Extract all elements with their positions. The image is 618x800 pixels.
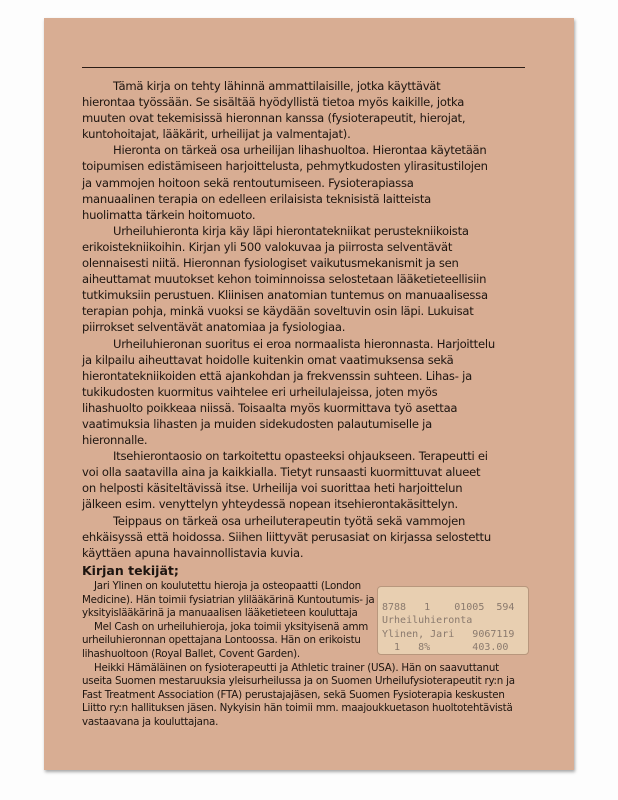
author-line: useita Suomen mestaruuksia yleisurheilussa ja on Suomen Urheilufysioterapeutit ry:n ja bbox=[82, 675, 515, 688]
description-line: on helposti käsiteltävissä itse. Urheilija voi suorittaa heti harjoittelun bbox=[82, 481, 463, 496]
description-line: voi olla saatavilla aina ja kaikkialla. Tietyt runsaasti kuormittuvat alueet bbox=[82, 465, 481, 480]
sticker-title-row: Urheiluhieronta bbox=[382, 615, 473, 627]
description-line: olennaisesti niitä. Hieronnan fysiologiset vaikutusmekanismit ja sen bbox=[82, 256, 459, 271]
author-line: Fast Treatment Association (FTA) perustajajäsen, sekä Suomen Fysioterapia keskusten bbox=[82, 688, 505, 701]
description-line: Urheiluhieronta kirja käy läpi hierontatekniikat perustekniikoista bbox=[113, 223, 469, 238]
description-line: hierontatekniikoiden että ajankohdan ja frekvenssin suhteen. Lihas- ja bbox=[82, 368, 472, 383]
author-line: vastaavana ja kouluttajana. bbox=[82, 715, 219, 728]
author-line: lihashuoltoon (Royal Ballet, Covent Garden). bbox=[82, 647, 300, 660]
description-line: tukikudosten kuormitus vaihtelee eri urheilulajeissa, joten myös bbox=[82, 384, 438, 399]
author-line: Jari Ylinen on koulutettu hieroja ja osteopaatti (London bbox=[94, 580, 361, 592]
author-line: Medicine). Hän toimii fysiatrian ylilääkärinä Kuntoutumis- ja bbox=[82, 593, 375, 606]
description-text bbox=[82, 78, 542, 561]
sticker-author-row: Ylinen, Jari 9067119 bbox=[382, 628, 515, 640]
description-line: ja vammojen hoitoon sekä rentoutumiseen. Fysioterapiassa bbox=[82, 175, 414, 190]
description-line: kuntohoitajat, lääkärit, urheilijat ja valmentajat). bbox=[82, 127, 351, 142]
author-line: urheiluhieronnan opettajana Lontoossa. Hän on erikoistu bbox=[82, 634, 361, 647]
description-line: aiheuttamat muutokset kehon toiminnoissa selostetaan lääketieteellisiin bbox=[82, 272, 487, 287]
description-line: käyttäen apuna havainnollistavia kuvia. bbox=[82, 545, 304, 560]
book-back-cover bbox=[44, 18, 574, 770]
description-line: jälkeen esim. venyttelyn yhteydessä nopean itsehierontakäsittelyn. bbox=[82, 497, 458, 512]
description-line: terapian pohja, minkä vuoksi se käydään soveltuvin osin läpi. Lukuisat bbox=[82, 304, 474, 319]
sticker-price-row: 1 8% 403.00 bbox=[382, 641, 509, 653]
description-line: muuten ovat tekemisissä hieronnan kanssa (fysioterapeutit, hierojat, bbox=[82, 111, 466, 126]
description-line: piirrokset selventävät anatomiaa ja fysiologiaa. bbox=[82, 320, 346, 335]
description-line: Itsehierontaosio on tarkoitettu opasteeksi ohjaukseen. Terapeutti ei bbox=[113, 449, 488, 464]
description-line: huolimatta tärkein hoitomuoto. bbox=[82, 207, 256, 222]
author-line: Liitto ry:n hallituksen jäsen. Nykyisin hän toimii mm. maajoukkuetason huoltotehtävistä bbox=[82, 702, 513, 715]
description-line: lihashuolto poikkeaa niissä. Toisaalta myös kuormittava työ asettaa bbox=[82, 400, 458, 415]
description-line: toipumisen edistämiseen harjoittelusta, pehmytkudosten ylirasitustilojen bbox=[82, 159, 488, 174]
sticker-faded-row bbox=[382, 588, 524, 601]
top-divider bbox=[82, 67, 525, 68]
description-line: ja kilpailu aiheuttavat hoidolle kuitenkin omat vaatimuksensa sekä bbox=[82, 352, 454, 367]
description-line: hieronnalle. bbox=[82, 433, 148, 448]
price-sticker bbox=[377, 586, 529, 655]
description-line: Tämä kirja on tehty lähinnä ammattilaisille, jotka käyttävät bbox=[113, 79, 441, 93]
description-line: Urheiluhieronan suoritus ei eroa normaalista hieronnasta. Harjoittelu bbox=[113, 336, 495, 351]
sticker-code-row: 8788 1 01005 594 bbox=[382, 602, 515, 614]
author-line: yksityislääkärinä ja manuaalisen lääketieteen kouluttaja bbox=[82, 607, 358, 620]
description-line: tutkimuksiin perustuen. Kliinisen anatomian tuntemus on manuaalisessa bbox=[82, 288, 488, 303]
description-line: manuaalinen terapia on edelleen erilaisista teknisistä laitteista bbox=[82, 191, 432, 206]
description-line: vaatimuksia lihasten ja muiden sidekudosten palautumiselle ja bbox=[82, 416, 433, 431]
description-line: hierontaa työssään. Se sisältää hyödyllistä tietoa myös kaikille, jotka bbox=[82, 95, 465, 110]
author-line: Mel Cash on urheiluhieroja, joka toimii yksityisenä amm bbox=[94, 620, 368, 633]
description-line: Hieronta on tärkeä osa urheilijan lihashuoltoa. Hierontaa käytetään bbox=[113, 143, 487, 158]
authors-heading: Kirjan tekijät; bbox=[82, 563, 179, 578]
description-line: ehkäisyssä että hoidossa. Siihen liittyvät perusasiat on kirjassa selostettu bbox=[82, 529, 491, 544]
description-line: Teippaus on tärkeä osa urheiluterapeutin työtä sekä vammojen bbox=[113, 513, 466, 528]
description-line: erikoistekniikoihin. Kirjan yli 500 valokuvaa ja piirrosta selventävät bbox=[82, 239, 453, 254]
author-line: Heikki Hämäläinen on fysioterapeutti ja Athletic trainer (USA). Hän on saavuttanut bbox=[94, 661, 499, 674]
